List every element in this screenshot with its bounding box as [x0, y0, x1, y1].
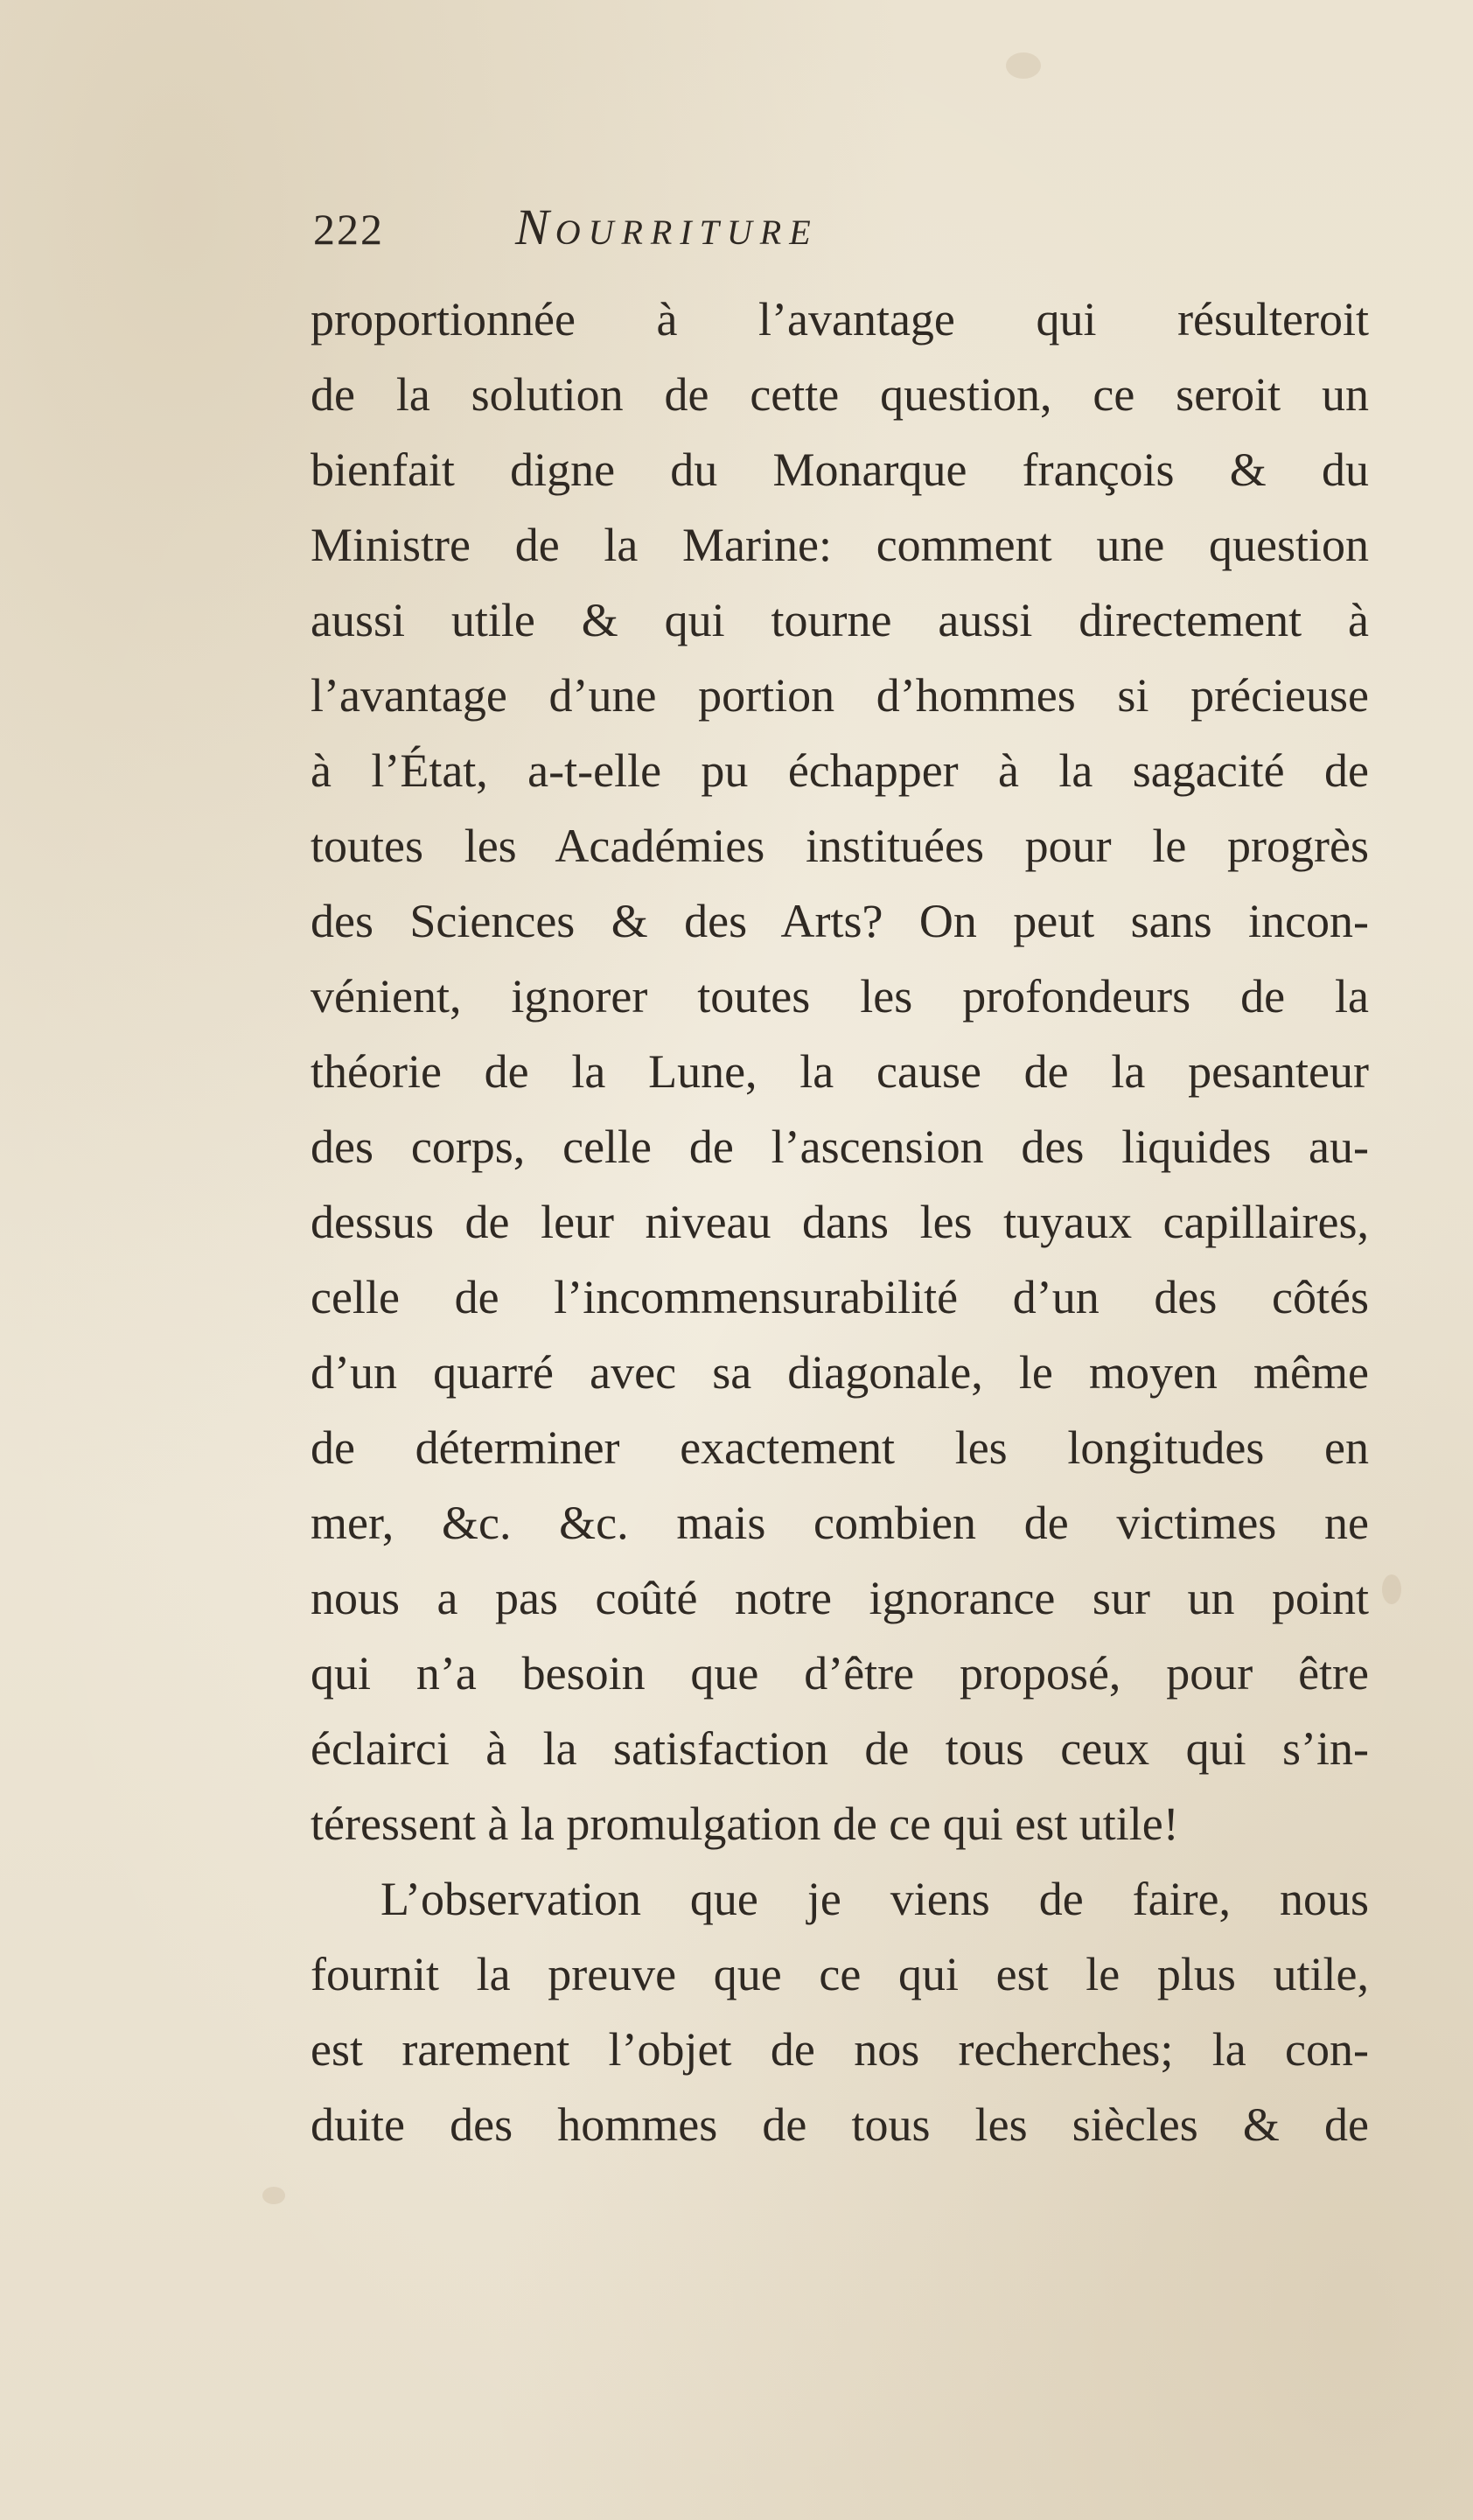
text-line: éclairci à la satisfaction de tous ceux qui s’in- [311, 1722, 1369, 1775]
running-head [515, 198, 819, 256]
text-line: celle de l’incommensurabilité d’un des côtés [311, 1271, 1369, 1323]
text-line: de déterminer exactement les longitudes en [311, 1421, 1369, 1474]
text-line: téressent à la promulgation de ce qui est utile! [311, 1798, 1179, 1850]
text-line: à l’État, a-t-elle pu échapper à la sagacité de [311, 744, 1369, 797]
page-header [313, 198, 1363, 259]
running-head-rest: OURRITURE [555, 213, 819, 252]
text-line: toutes les Académies instituées pour le progrès [311, 820, 1369, 872]
text-line: Ministre de la Marine: comment une question [311, 519, 1369, 571]
paper-stain [1382, 1574, 1401, 1604]
text-line: nous a pas coûté notre ignorance sur un point [311, 1572, 1369, 1624]
running-head-initial: N [515, 199, 555, 255]
text-line: des corps, celle de l’ascension des liquides au- [311, 1120, 1369, 1173]
text-line: dessus de leur niveau dans les tuyaux capillaires, [311, 1196, 1369, 1248]
paper-stain [262, 2187, 285, 2204]
text-line: proportionnée à l’avantage qui résulteroit [311, 293, 1369, 346]
text-line: théorie de la Lune, la cause de la pesanteur [311, 1045, 1369, 1098]
text-line: L’observation que je viens de faire, nous [380, 1873, 1369, 1925]
text-line: aussi utile & qui tourne aussi directement à [311, 594, 1369, 646]
text-line: des Sciences & des Arts? On peut sans incon- [311, 895, 1369, 947]
body-text [311, 282, 1369, 2162]
text-line: mer, &c. &c. mais combien de victimes ne [311, 1497, 1369, 1549]
text-line: fournit la preuve que ce qui est le plus utile, [311, 1948, 1369, 2000]
text-line: duite des hommes de tous les siècles & de [311, 2098, 1369, 2151]
text-line: vénient, ignorer toutes les profondeurs de la [311, 970, 1369, 1023]
text-line: qui n’a besoin que d’être proposé, pour être [311, 1647, 1369, 1700]
paper-stain [1006, 52, 1041, 79]
text-line: d’un quarré avec sa diagonale, le moyen même [311, 1346, 1369, 1399]
text-line: de la solution de cette question, ce seroit un [311, 368, 1369, 421]
text-line: est rarement l’objet de nos recherches; la con- [311, 2023, 1369, 2076]
text-line: bienfait digne du Monarque françois & du [311, 443, 1369, 496]
text-line: l’avantage d’une portion d’hommes si précieuse [311, 669, 1369, 722]
page-number: 222 [313, 205, 384, 254]
